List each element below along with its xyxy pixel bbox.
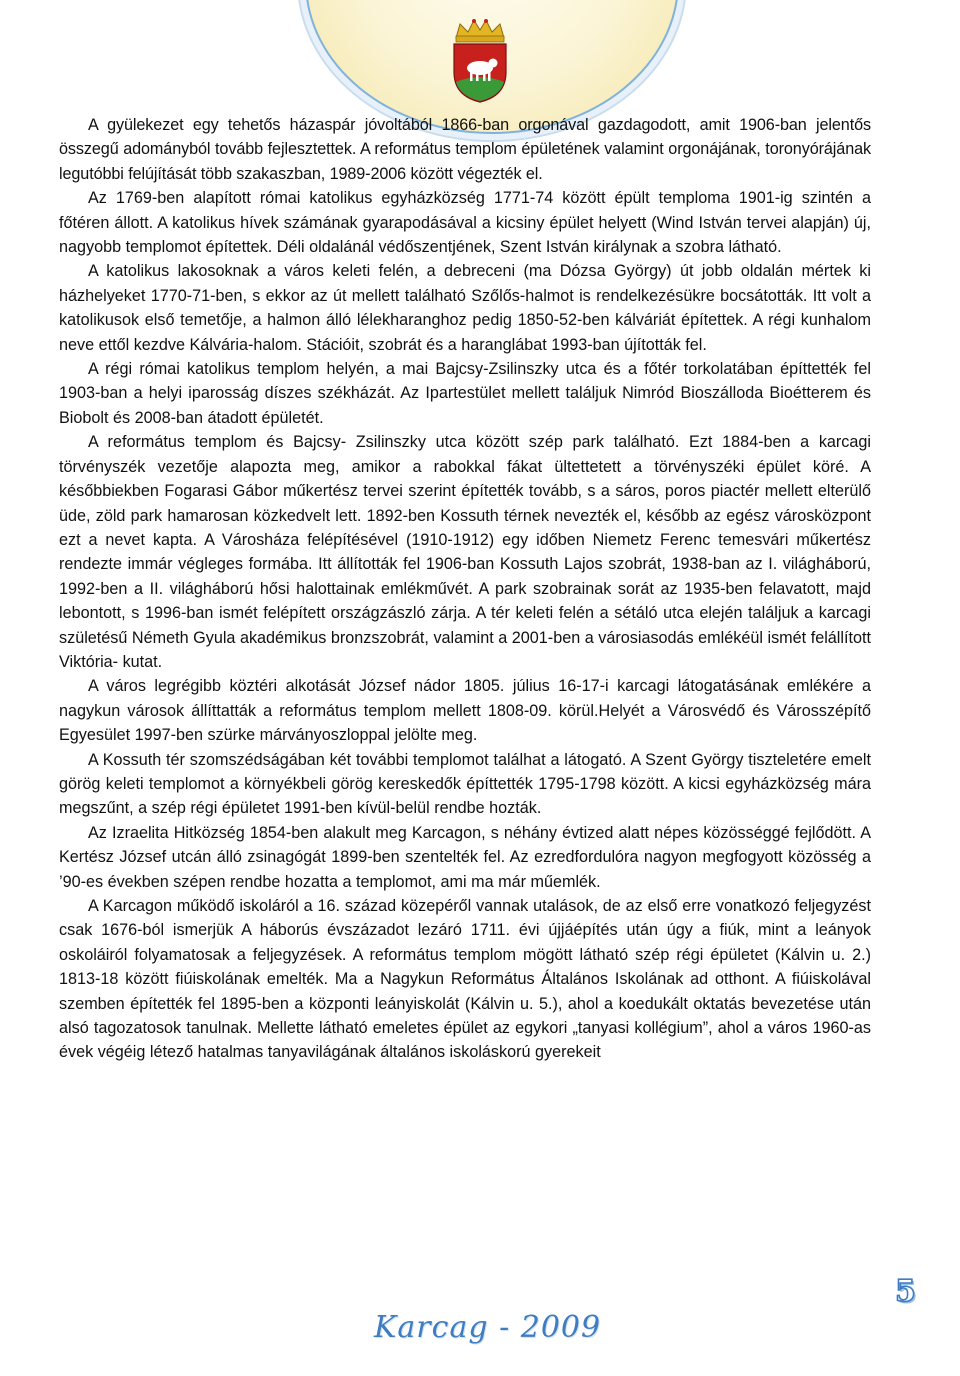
paragraph: Az Izraelita Hitközség 1854-ben alakult meg Karcagon, s néhány évtized alatt népes közösséggé fejlődött. A Kertész József utcán álló zsinagógát 1899-ben szentelték fel. Az ezredfordulóra nagyon megfogyott közösség a ’90-es években szépen rendbe hozatta a templomot, ami ma már műemlék. xyxy=(59,823,871,891)
article-body xyxy=(59,113,871,1065)
paragraph: A Karcagon működő iskoláról a 16. század közepéről vannak utalások, de az első erre vonatkozó feljegyzést csak 1676-ból ismerjük A háborús évszázadot lezáró 1711. évi újjáépítés után úgy a fiúk, mint a leányok oskoláiról folyamatosak a feljegyzések. A református templom mögött látható szép régi épületet (Kálvin u. 2.) 1813-18 között fiúiskolának emelték. Ma a Nagykun Református Általános Iskolának ad otthont. A fiúiskolával szemben építették fel 1895-ben a központi leányiskolát (Kálvin u. 5.), ahol a koedukált oktatás bevezetése után alsó tagozatosok tanulnak. Mellette látható emeletes épület az egykori „tanyasi kollégium”, ahol a város 1960-as évek végéig létező hatalmas tanyavilágának általános iskoláskorú gyerekeit xyxy=(59,897,871,1062)
paragraph: A református templom és Bajcsy- Zsilinszky utca között szép park található. Ezt 1884-ben a karcagi törvényszék vezetője alapozta meg, amikor a rabokkal fákat ültettetett a törvényszéki épület köré. A későbbiekben Fogarasi Gábor műkertész tervei szerint építették tovább, s a sáros, poros piactér mellett elterülő üde, zöld park hamarosan közkedvelt lett. 1892-ben Kossuth térnek nevezték el, később az egész városközpont ezt a nevet kapta. A Városháza felépítésével (1910-1912) egy időben Niemetz Ferenc temesvári műkertész rendezte immár végleges formába. Itt állították fel 1906-ban Kossuth Lajos szobrát, 1938-ban az I. világháború, 1992-ben a II. világháború hősi halottainak emlékművét. A park szobrainak sorát az 1935-ben felavatott, majd lebontott, s 1996-ban ismét felépített országzászló zárja. A tér keleti felén a sétáló utca elején találjuk a karcagi születésű Németh Gyula akadémikus bronzszobrát, valamint a 2001-ben a városiasodás emlékéül ismét felállított Viktória- kutat. xyxy=(59,433,871,671)
paragraph: A város legrégibb köztéri alkotását József nádor 1805. július 16-17-i karcagi látogatásának emlékére a nagykun városok állíttatták a református templom mellett 1808-09. körül.Helyét a Városvédő és Városszépítő Egyesület 1997-ben szürke márványoszloppal jelölte meg. xyxy=(59,677,871,745)
paragraph: A régi római katolikus templom helyén, a mai Bajcsy-Zsilinszky utca és a főtér torkolatában építtették fel 1903-ban a helyi iparosság díszes székházát. Az Ipartestület mellett találjuk Nimród Bioszálloda Bioétterem és Biobolt és 2008-ban átadott épületét. xyxy=(59,360,871,427)
paragraph: A Kossuth tér szomszédságában két további templomot találhat a látogató. A Szent György tiszteletére emelt görög keleti templomot a környékbeli görög kereskedők építtették 1795-1798 között. A kicsi egyházközség mára megszűnt, a szép régi épületet 1991-ben kívül-belül rendbe hozták. xyxy=(59,750,871,818)
coat-of-arms-icon xyxy=(446,16,514,104)
paragraph: Az 1769-ben alapított római katolikus egyházközség 1771-74 között épült temploma 1901-ig szintén a főtéren állott. A katolikus hívek számának gyarapodásával a kicsiny épület helyett (Wind István tervei alapján) új, nagyobb templomot építettek. Déli oldalánál védőszentjének, Szent István királynak a szobra látható. xyxy=(59,189,871,257)
footer-title: Karcag - 2009 xyxy=(374,1310,602,1345)
paragraph: A katolikus lakosoknak a város keleti felén, a debreceni (ma Dózsa György) út jobb oldalán mértek ki házhelyeket 1770-71-ben, s ekkor az út mellett található Szőlős-halmot is rendelkezésükre bocsátották. Itt volt a katolikusok első temetője, a halmon álló lélekharanghoz pedig 1850-52-ben kálváriát építettek. A régi kunhalom neve ettől kezdve Kálvária-halom. Stációit, szobrát és a haranglábat 1993-ban újították fel. xyxy=(59,262,871,354)
page-number: 5 xyxy=(895,1274,916,1309)
paragraph: A gyülekezet egy tehetős házaspár jóvoltából 1866-ban orgonával gazdagodott, amit 1906-ban jelentős összegű adományból tovább fejlesztettek. A református templom épületének valamint orgonájának, toronyórájának legutóbbi felújítását több szakaszban, 1989-2006 között végezték el. xyxy=(59,116,871,183)
